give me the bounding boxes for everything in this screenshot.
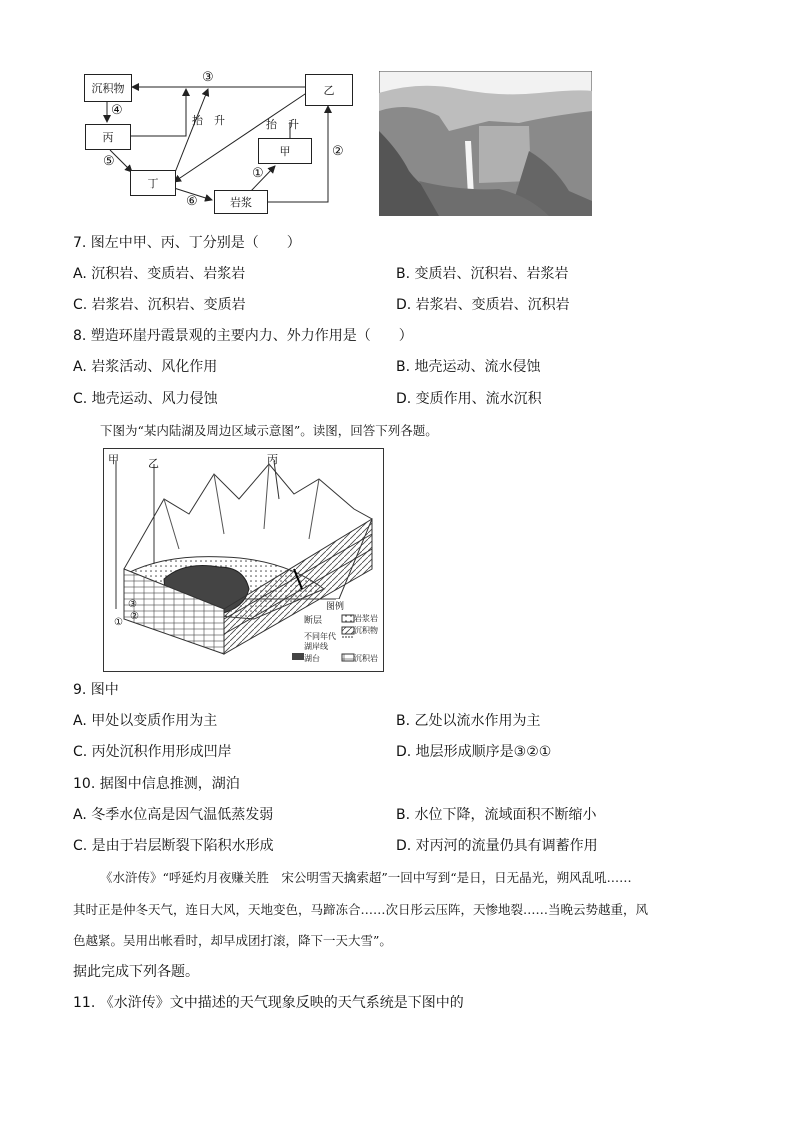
lake-block-diagram	[103, 448, 384, 672]
legend-fault: 断层	[304, 616, 323, 626]
bing-box: 丙	[85, 124, 131, 150]
legend-igneous: 岩浆岩	[354, 614, 378, 623]
q7-stem: 7. 图左中甲、丙、丁分别是（ ）	[73, 235, 301, 251]
q8-option-d[interactable]: D. 变质作用、流水沉积	[396, 391, 542, 407]
layer-3: ③	[128, 599, 137, 610]
instruction: 据此完成下列各题。	[73, 964, 199, 980]
legend-shoreline-1: 不同年代	[304, 632, 336, 641]
q10-option-d[interactable]: D. 对丙河的流量仍具有调蓄作用	[396, 838, 598, 854]
rock-cycle-diagram	[80, 70, 360, 220]
legend-lake-platform: 湖台	[304, 654, 320, 663]
q9-option-a[interactable]: A. 甲处以变质作用为主	[73, 713, 218, 729]
q7-option-c[interactable]: C. 岩浆岩、沉积岩、变质岩	[73, 297, 246, 313]
passage-line-2: 其时正是仲冬天气，连日大风，天地变色，马蹄冻合……次日彤云压阵，天惨地裂……当晚云势越重，风	[73, 902, 649, 917]
label-yi: 乙	[148, 457, 159, 470]
arrow-label-4: ④	[111, 103, 123, 118]
uplift-label-left-1: 抬	[192, 114, 203, 127]
q9-option-d[interactable]: D. 地层形成顺序是③②①	[396, 744, 552, 760]
label-bing: 丙	[267, 453, 278, 466]
q7-option-a[interactable]: A. 沉积岩、变质岩、岩浆岩	[73, 266, 246, 282]
q9-option-b[interactable]: B. 乙处以流水作用为主	[396, 713, 541, 729]
magma-box: 岩浆	[214, 190, 268, 214]
layer-1: ①	[114, 617, 123, 628]
ding-box: 丁	[130, 170, 176, 196]
legend-sedimentary: 沉积岩	[354, 654, 378, 663]
passage-line-3: 色越紧。吴用出帐看时，却早成团打滚，降下一天大雪”。	[73, 933, 392, 948]
q9-stem: 9. 图中	[73, 682, 119, 698]
uplift-label-right-1: 抬	[266, 118, 277, 131]
label-jia: 甲	[108, 453, 119, 466]
q8-option-c[interactable]: C. 地壳运动、风力侵蚀	[73, 391, 218, 407]
sediment-box: 沉积物	[84, 74, 132, 102]
lake-intro: 下图为“某内陆湖及周边区域示意图”。读图，回答下列各题。	[100, 423, 438, 438]
legend-sediment: 沉积物	[354, 626, 378, 635]
uplift-label-right-2: 升	[288, 118, 299, 131]
layer-2: ②	[130, 611, 139, 622]
arrow-label-5: ⑤	[103, 154, 115, 169]
passage-line-1: 《水浒传》“呼延灼月夜赚关胜 宋公明雪天擒索超”一回中写到“是日，日无晶光，朔风乱吼……	[100, 870, 632, 885]
lake-terrain	[104, 449, 383, 671]
arrow-label-3: ③	[202, 70, 214, 85]
legend-title: 图例	[326, 602, 345, 612]
arrow-label-2: ②	[332, 144, 344, 159]
legend-shoreline-2: 湖岸线	[304, 642, 328, 651]
arrow-label-1: ①	[252, 166, 264, 181]
q10-stem: 10. 据图中信息推测，湖泊	[73, 776, 240, 792]
arrow-label-6: ⑥	[186, 194, 198, 209]
q11-stem: 11. 《水浒传》文中描述的天气现象反映的天气系统是下图中的	[73, 995, 464, 1011]
q8-stem: 8. 塑造环崖丹霞景观的主要内力、外力作用是（ ）	[73, 328, 413, 344]
uplift-label-left-2: 升	[214, 114, 225, 127]
q8-option-a[interactable]: A. 岩浆活动、风化作用	[73, 359, 218, 375]
yi-box: 乙	[305, 74, 353, 106]
q9-option-c[interactable]: C. 丙处沉积作用形成凹岸	[73, 744, 232, 760]
q10-option-b[interactable]: B. 水位下降，流域面积不断缩小	[396, 807, 597, 823]
jia-box: 甲	[258, 138, 312, 164]
q7-option-d[interactable]: D. 岩浆岩、变质岩、沉积岩	[396, 297, 570, 313]
q10-option-a[interactable]: A. 冬季水位高是因气温低蒸发弱	[73, 807, 274, 823]
q10-option-c[interactable]: C. 是由于岩层断裂下陷积水形成	[73, 838, 274, 854]
q8-option-b[interactable]: B. 地壳运动、流水侵蚀	[396, 359, 541, 375]
danxia-waterfall-photo	[379, 71, 592, 216]
q7-option-b[interactable]: B. 变质岩、沉积岩、岩浆岩	[396, 266, 569, 282]
